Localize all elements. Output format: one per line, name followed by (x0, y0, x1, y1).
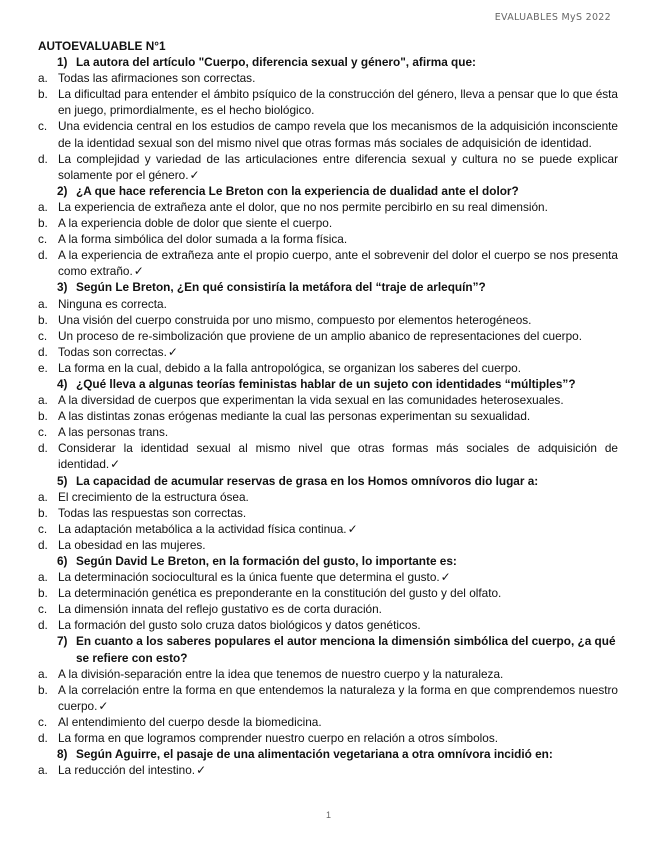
option-letter: e. (38, 360, 48, 375)
option-letter: c. (38, 521, 48, 536)
option-text-block (58, 569, 618, 585)
question-number: 6) (57, 554, 68, 568)
option-letter: a. (38, 296, 48, 311)
question-text: La autora del artículo "Cuerpo, diferencia sexual y género", afirma que: (76, 55, 476, 70)
option-text: La experiencia de extrañeza ante el dolor, que no nos permite percibirlo en su real dimensión. (58, 199, 548, 214)
option-text-block (58, 392, 618, 408)
option-text-block (58, 312, 618, 328)
checkmark-icon: ✓ (347, 521, 358, 536)
option-text: Todas son correctas. (58, 344, 167, 359)
option-letter: c. (38, 119, 48, 134)
question-text: Según David Le Breton, en la formación del gusto, lo importante es: (76, 554, 457, 568)
option-text: A las personas trans. (58, 425, 169, 440)
option-text: A las distintas zonas erógenas mediante la cual las personas experimentan su sexualidad. (58, 409, 531, 424)
option-text-block (58, 328, 618, 344)
option-text-block (58, 762, 618, 778)
question-5 (38, 473, 618, 489)
answer-option (38, 344, 618, 360)
page-number: 1 (326, 810, 332, 820)
option-letter: b. (38, 312, 48, 327)
answer-option (38, 86, 618, 118)
option-text-block (58, 296, 618, 312)
option-text-block (58, 360, 618, 376)
answer-option (38, 215, 618, 231)
answer-option (38, 714, 618, 730)
answer-option (38, 118, 618, 150)
option-text-block (58, 70, 618, 86)
option-text-block (58, 440, 618, 472)
option-text-block (58, 537, 618, 553)
option-text-block (58, 408, 618, 424)
option-text: A la experiencia de extrañeza ante el propio cuerpo, ante el sobrevenir del dolor el cuerpo se nos presenta como extraño. (58, 248, 618, 279)
question-number: 5) (57, 473, 68, 488)
question-8 (38, 746, 618, 762)
question-6 (38, 553, 618, 569)
answer-option (38, 617, 618, 633)
option-text: La forma en que logramos comprender nuestro cuerpo en relación a otros símbolos. (58, 731, 498, 746)
question-text: ¿Qué lleva a algunas teorías feministas hablar de un sujeto con identidades “múltiples”? (76, 376, 576, 391)
option-letter: a. (38, 666, 48, 681)
option-text: La reducción del intestino. (58, 763, 196, 778)
checkmark-icon: ✓ (110, 457, 121, 472)
answer-option (38, 585, 618, 601)
option-text: Todas las afirmaciones son correctas. (58, 71, 256, 86)
option-text: Una visión del cuerpo construida por uno mismo, compuesto por elementos heterogéneos. (58, 312, 532, 327)
option-text-block (58, 521, 618, 537)
option-letter: b. (38, 87, 48, 102)
answer-option (38, 247, 618, 279)
option-letter: a. (38, 570, 48, 585)
answer-option (38, 682, 618, 714)
option-letter: b. (38, 586, 48, 601)
answer-option (38, 70, 618, 86)
option-text-block (58, 199, 618, 215)
option-text-block (58, 714, 618, 730)
question-4 (38, 376, 618, 392)
question-text: La capacidad de acumular reservas de grasa en los Homos omnívoros dio lugar a: (76, 473, 539, 488)
option-text: Todas las respuestas son correctas. (58, 505, 247, 520)
option-text-block (58, 505, 618, 521)
option-letter: b. (38, 216, 48, 231)
answer-option (38, 424, 618, 440)
option-letter: a. (38, 393, 48, 408)
answer-option (38, 730, 618, 746)
option-letter: c. (38, 232, 48, 247)
option-text: Ninguna es correcta. (58, 296, 167, 311)
option-text: La complejidad y variedad de las articulaciones entre diferencia sexual y cultura no se puede explicar solamente por el género. (58, 151, 618, 182)
option-letter: a. (38, 71, 48, 86)
option-text-block (58, 424, 618, 440)
answer-option (38, 360, 618, 376)
question-number: 3) (57, 280, 68, 295)
answer-option (38, 569, 618, 585)
question-text: En cuanto a los saberes populares el autor menciona la dimensión simbólica del cuerpo, ¿a qué se refiere con esto? (76, 634, 616, 665)
option-text-block (58, 682, 618, 714)
answer-option (38, 537, 618, 553)
answer-option (38, 521, 618, 537)
answer-option (38, 505, 618, 521)
option-letter: c. (38, 714, 48, 729)
answer-option (38, 440, 618, 472)
option-text-block (58, 730, 618, 746)
question-2 (38, 183, 618, 199)
question-number: 4) (57, 376, 68, 391)
answer-option (38, 666, 618, 682)
answer-option (38, 312, 618, 328)
answer-option (38, 151, 618, 183)
option-letter: d. (38, 618, 48, 633)
option-letter: b. (38, 682, 48, 697)
option-text: A la división-separación entre la idea que tenemos de nuestro cuerpo y la naturaleza. (58, 666, 504, 681)
option-text: Considerar la identidad sexual al mismo nivel que otras formas más sociales de adquisición de identidad. (58, 441, 618, 472)
checkmark-icon: ✓ (440, 570, 451, 585)
option-text-block (58, 247, 618, 279)
question-text: Según Le Breton, ¿En qué consistiría la metáfora del “traje de arlequín”? (76, 280, 486, 295)
option-letter: d. (38, 344, 48, 359)
answer-option (38, 762, 618, 778)
answer-option (38, 392, 618, 408)
answer-option (38, 199, 618, 215)
document-title: AUTOEVALUABLE N°1 (38, 39, 166, 53)
option-text-block (58, 585, 618, 601)
checkmark-icon: ✓ (189, 167, 200, 182)
option-text: La determinación genética es preponderante en la constitución del gusto y del olfato. (58, 586, 502, 601)
answer-option (38, 328, 618, 344)
option-letter: d. (38, 151, 48, 166)
checkmark-icon: ✓ (133, 264, 144, 279)
option-text: A la diversidad de cuerpos que experimentan la vida sexual en las comunidades heterosexuales. (58, 393, 564, 408)
question-number: 2) (57, 183, 68, 198)
option-letter: c. (38, 602, 48, 617)
option-text: Al entendimiento del cuerpo desde la biomedicina. (58, 714, 322, 729)
question-3 (38, 279, 618, 295)
option-text: La forma en la cual, debido a la falla antropológica, se organizan los saberes del cuerpo. (58, 360, 521, 375)
option-letter: a. (38, 489, 48, 504)
option-text: La obesidad en las mujeres. (58, 537, 206, 552)
answer-option (38, 296, 618, 312)
option-text-block (58, 666, 618, 682)
question-number: 8) (57, 747, 68, 762)
answer-option (38, 601, 618, 617)
option-text: La formación del gusto solo cruza datos biológicos y datos genéticos. (58, 618, 421, 633)
question-text: ¿A que hace referencia Le Breton con la experiencia de dualidad ante el dolor? (76, 183, 519, 198)
option-letter: d. (38, 537, 48, 552)
option-text-block (58, 215, 618, 231)
option-text: La dimensión innata del reflejo gustativo es de corta duración. (58, 602, 382, 617)
question-text: Según Aguirre, el pasaje de una alimentación vegetariana a otra omnívora incidió en: (76, 747, 553, 762)
option-text-block (58, 86, 618, 118)
option-text-block (58, 344, 618, 360)
option-text-block (58, 617, 618, 633)
option-text: A la forma simbólica del dolor sumada a la forma física. (58, 232, 348, 247)
question-7 (38, 633, 618, 665)
option-letter: c. (38, 328, 48, 343)
question-1 (38, 54, 618, 70)
option-letter: a. (38, 763, 48, 778)
option-text: Un proceso de re-simbolización que proviene de un amplio abanico de representaciones del cuerpo. (58, 328, 582, 343)
option-letter: c. (38, 425, 48, 440)
option-letter: b. (38, 505, 48, 520)
option-text-block (58, 118, 618, 150)
option-letter: a. (38, 199, 48, 214)
option-letter: d. (38, 731, 48, 746)
answer-option (38, 408, 618, 424)
option-text: El crecimiento de la estructura ósea. (58, 489, 249, 504)
option-text-block (58, 601, 618, 617)
option-text-block (58, 231, 618, 247)
option-text-block (58, 489, 618, 505)
option-text: A la correlación entre la forma en que entendemos la naturaleza y la forma en que comprendemos nuestro cuerpo. (58, 682, 618, 713)
answer-option (38, 231, 618, 247)
option-letter: d. (38, 248, 48, 263)
question-number: 1) (57, 55, 68, 70)
checkmark-icon: ✓ (98, 698, 109, 713)
checkmark-icon: ✓ (167, 344, 178, 359)
option-letter: d. (38, 441, 48, 456)
checkmark-icon: ✓ (196, 763, 206, 778)
option-text: La adaptación metabólica a la actividad física continua. (58, 521, 347, 536)
option-text: Una evidencia central en los estudios de campo revela que los mecanismos de la adquisición inconsciente de la identidad sexual son del mismo nivel que otras formas más sociales de adquisición de identidad. (58, 119, 618, 150)
option-text: A la experiencia doble de dolor que siente el cuerpo. (58, 216, 333, 231)
option-text: La dificultad para entender el ámbito psíquico de la construcción del género, lleva a pensar que lo que ésta en juego, primordialmente, es el hecho biológico. (58, 87, 618, 118)
page-header: EVALUABLES MyS 2022 (494, 12, 611, 23)
option-letter: b. (38, 409, 48, 424)
question-number: 7) (57, 634, 68, 649)
option-text: La determinación sociocultural es la única fuente que determina el gusto. (58, 570, 440, 585)
option-text-block (58, 151, 618, 183)
answer-option (38, 489, 618, 505)
document-body (38, 38, 618, 778)
